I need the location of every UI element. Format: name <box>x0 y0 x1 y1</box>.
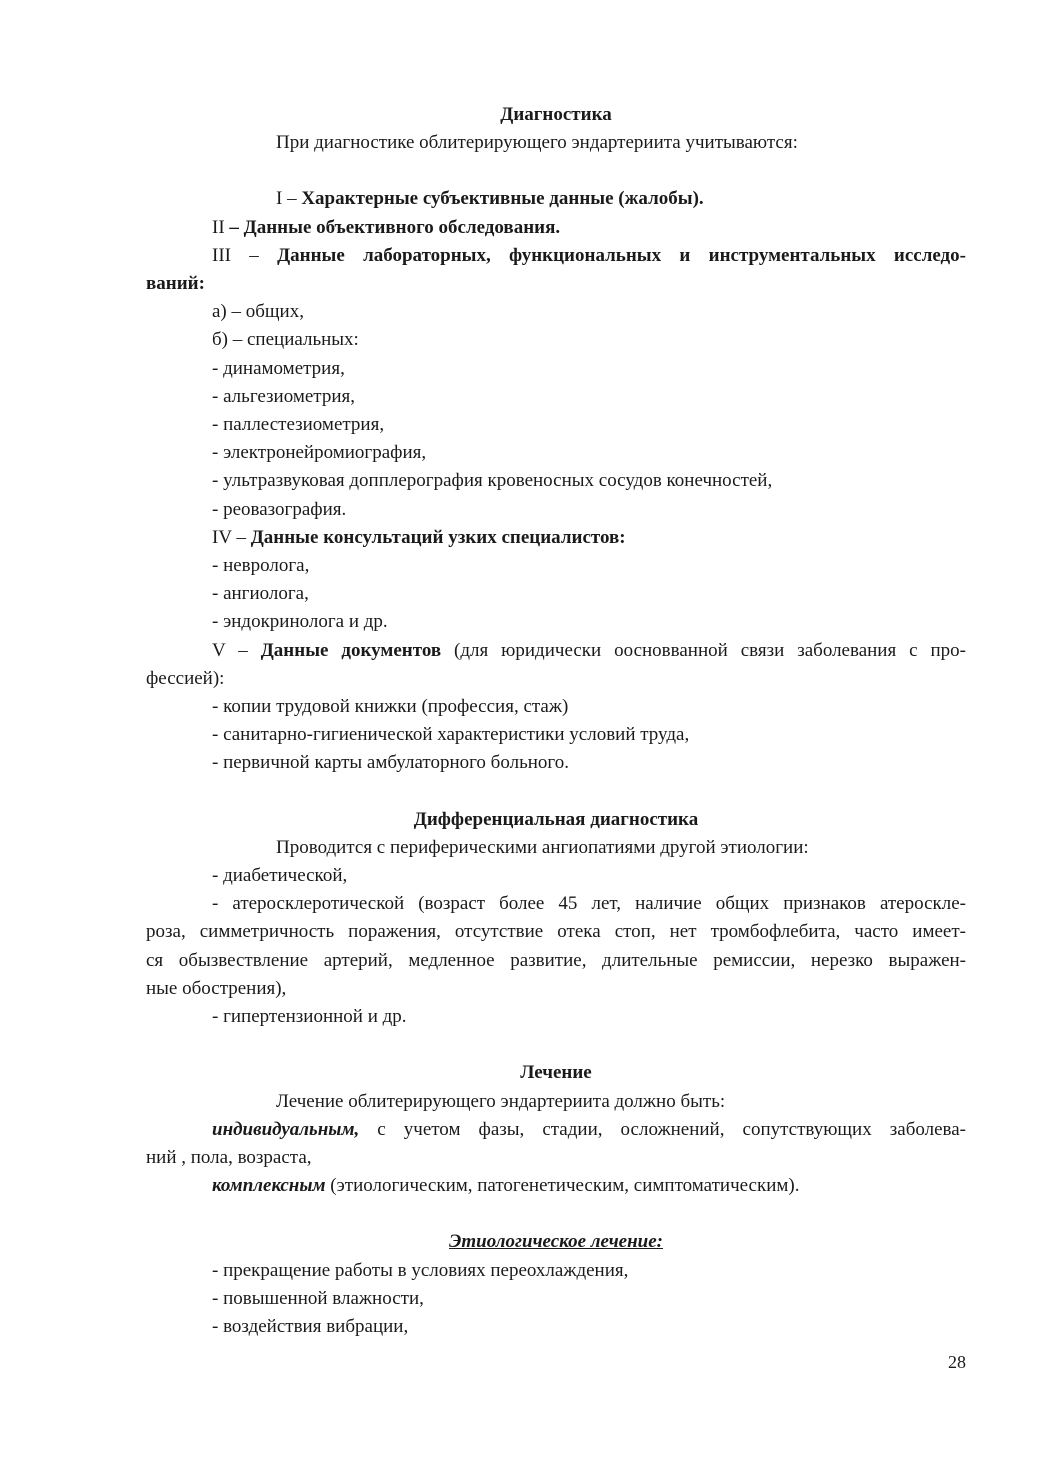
document-page <box>146 101 966 1341</box>
paragraph-line: - атеросклеротической (возраст более 45 лет, наличие общих признаков атероскле- <box>212 893 966 915</box>
treatment-individual-continuation: ний , пола, возраста, <box>146 1146 312 1168</box>
criterion-i-number: I – <box>276 188 302 210</box>
differential-intro: Проводится с периферическими ангиопатиями другой этиологии: <box>276 836 809 858</box>
page-number: 28 <box>948 1352 966 1372</box>
criterion-v-text: (для юридически оосновванной связи заболевания с про- <box>441 639 966 661</box>
list-item: - диабетической, <box>212 865 348 887</box>
criterion-v-number: V – <box>212 639 261 661</box>
criterion-v-continuation: фессией): <box>146 667 225 689</box>
paragraph-line: ся обызвествление артерий, медленное развитие, длительные ремиссии, нерезко выражен- <box>146 949 966 971</box>
list-item: - динамометрия, <box>212 357 345 379</box>
criterion-ii-text: – Данные объективного обследования. <box>224 216 561 238</box>
criterion-v <box>146 637 966 665</box>
list-item: - прекращение работы в условиях переохлаждения, <box>212 1259 629 1281</box>
criterion-iii-text: Данные лабораторных, функциональных и инструментальных исследо- <box>277 244 966 266</box>
treatment-individual-bold: индивидуальным, <box>212 1118 360 1140</box>
treatment-intro: Лечение облитерирующего эндартериита должно быть: <box>276 1090 726 1112</box>
sub-item-b: б) – специальных: <box>212 329 359 351</box>
sub-item-a: а) – общих, <box>212 301 304 323</box>
list-item: - невролога, <box>212 555 310 577</box>
criterion-i-text: Характерные субъективные данные (жалобы). <box>301 188 704 210</box>
criterion-iv <box>146 524 966 552</box>
list-item: - повышенной влажности, <box>212 1287 424 1309</box>
spacer <box>146 1200 966 1228</box>
spacer <box>146 157 966 185</box>
criterion-iii <box>146 242 966 270</box>
list-item: - реовазография. <box>212 498 347 520</box>
criterion-iii-continuation: ваний: <box>146 273 205 295</box>
spacer <box>146 778 966 806</box>
treatment-complex <box>146 1172 966 1200</box>
list-item: - электронейромиография, <box>212 442 427 464</box>
list-item: - копии трудовой книжки (профессия, стаж) <box>212 696 569 718</box>
treatment-complex-bold: комплексным <box>212 1175 326 1197</box>
section-title-diagnostics: Диагностика <box>500 104 612 125</box>
list-item: - ангиолога, <box>212 583 309 605</box>
spacer <box>146 1031 966 1059</box>
list-item: - альгезиометрия, <box>212 385 355 407</box>
criterion-ii-number: II <box>212 216 225 238</box>
section-title-differential: Дифференциальная диагностика <box>413 808 699 830</box>
diagnostics-intro: При диагностике облитерирующего эндартериита учитываются: <box>276 132 798 154</box>
treatment-individual <box>146 1116 966 1144</box>
criterion-i <box>146 185 966 213</box>
criterion-iv-text: Данные консультаций узких специалистов: <box>250 526 626 548</box>
list-item: - воздействия вибрации, <box>212 1315 409 1337</box>
section-title-treatment: Лечение <box>520 1062 592 1084</box>
paragraph-line: ные обострения), <box>146 977 287 999</box>
list-item: - ультразвуковая допплерография кровеносных сосудов конечностей, <box>212 470 773 492</box>
criterion-v-bold: Данные документов <box>260 639 442 661</box>
list-item: - первичной карты амбулаторного больного. <box>212 752 569 774</box>
criterion-iv-number: IV – <box>212 526 251 548</box>
criterion-ii <box>146 214 966 242</box>
list-item: - эндокринолога и др. <box>212 611 388 633</box>
treatment-complex-text: (этиологическим, патогенетическим, симптоматическим). <box>325 1175 800 1197</box>
etiological-title-text: Этиологическое лечение: <box>449 1231 663 1253</box>
list-item: - гипертензионной и др. <box>212 1006 407 1028</box>
list-item: - санитарно-гигиенической характеристики условий труда, <box>212 724 690 746</box>
subsection-title-etiological <box>146 1228 966 1256</box>
criterion-iii-number: III – <box>212 244 278 266</box>
paragraph-line: роза, симметричность поражения, отсутствие отека стоп, нет тромбофлебита, часто имеет- <box>146 921 966 943</box>
treatment-individual-text: с учетом фазы, стадии, осложнений, сопутствующих заболева- <box>359 1118 966 1140</box>
list-item: - паллестезиометрия, <box>212 414 385 436</box>
